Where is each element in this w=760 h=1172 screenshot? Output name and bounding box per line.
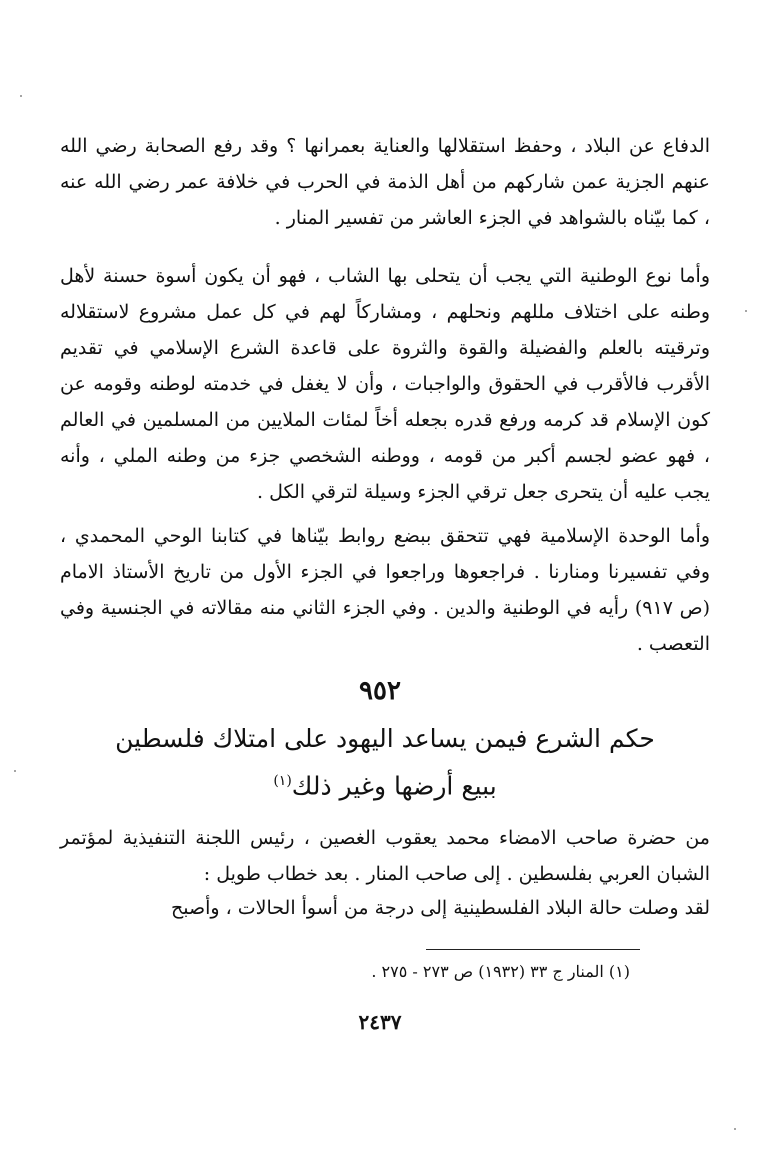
paragraph-islamic-unity: وأما الوحدة الإسلامية فهي تتحقق ببضع روابط بيّناها في كتابنا الوحي المحمدي ، وفي تفسيرنا ومنارنا . فراجعوها وراجعوا في الجزء الأول من تاريخ الأستاذ الامام (ص ٩١٧) رأيه في الوطنية والدين . وفي الجزء الثاني منه مقالاته في الجنسية وفي التعصب . <box>60 525 710 655</box>
page-number: ٢٤٣٧ <box>358 1010 402 1034</box>
footnote-divider <box>426 949 640 950</box>
fatwa-number: ٩٥٢ <box>359 676 401 706</box>
paragraph-patriotism: وأما نوع الوطنية التي يجب أن يتحلى بها الشاب ، فهو أن يكون أسوة حسنة لأهل وطنه على اختلاف مللهم ونحلهم ، ومشاركاً لهم في كل عمل مشروع لاستقلاله وترقيته بالعلم والفضيلة والقوة والثروة على قاعدة الشرع الإسلامي في تقديم الأقرب فالأقرب في الحقوق والواجبات ، وأن لا يغفل في خدمته لوطنه وقومه عن كون الإسلام قد كرمه ورفع قدره بجعله أخاً لمئات الملايين من المسلمين في العالم ، فهو عضو لجسم أكبر من قومه ، ووطنه الشخصي جزء من وطنه الملي ، وأنه يجب عليه أن يتحرى جعل ترقي الجزء وسيلة لترقي الكل . <box>60 265 710 503</box>
scan-speck <box>14 770 16 772</box>
paragraph-letter-opening: لقد وصلت حالة البلاد الفلسطينية إلى درجة من أسوأ الحالات ، وأصبح <box>170 897 710 919</box>
scan-speck <box>745 310 747 312</box>
paragraph-defense-of-country: الدفاع عن البلاد ، وحفظ استقلالها والعناية بعمرانها ؟ وقد رفع الصحابة رضي الله عنهم الجزية عمن شاركهم من أهل الذمة في الحرب في خلافة عمر رضي الله عنه ، كما بيّناه بالشواهد في الجزء العاشر من تفسير المنار . <box>60 135 710 229</box>
scan-speck <box>734 1128 736 1130</box>
scan-speck <box>20 95 22 97</box>
heading-line-2: ببيع أرضها وغير ذلك <box>291 771 497 801</box>
footnote-source: (١) المنار ج ٣٣ (١٩٣٢) ص ٢٧٣ - ٢٧٥ . <box>371 962 630 981</box>
paragraph-sender-introduction: من حضرة صاحب الامضاء محمد يعقوب الغصين ، رئيس اللجنة التنفيذية لمؤتمر الشبان العربي بفلسطين . إلى صاحب المنار . بعد خطاب طويل : <box>60 827 710 885</box>
heading-line-1: حكم الشرع فيمن يساعد اليهود على امتلاك فلسطين <box>115 724 655 753</box>
heading-footnote-mark: (١) <box>273 773 292 789</box>
fatwa-heading <box>60 718 710 807</box>
